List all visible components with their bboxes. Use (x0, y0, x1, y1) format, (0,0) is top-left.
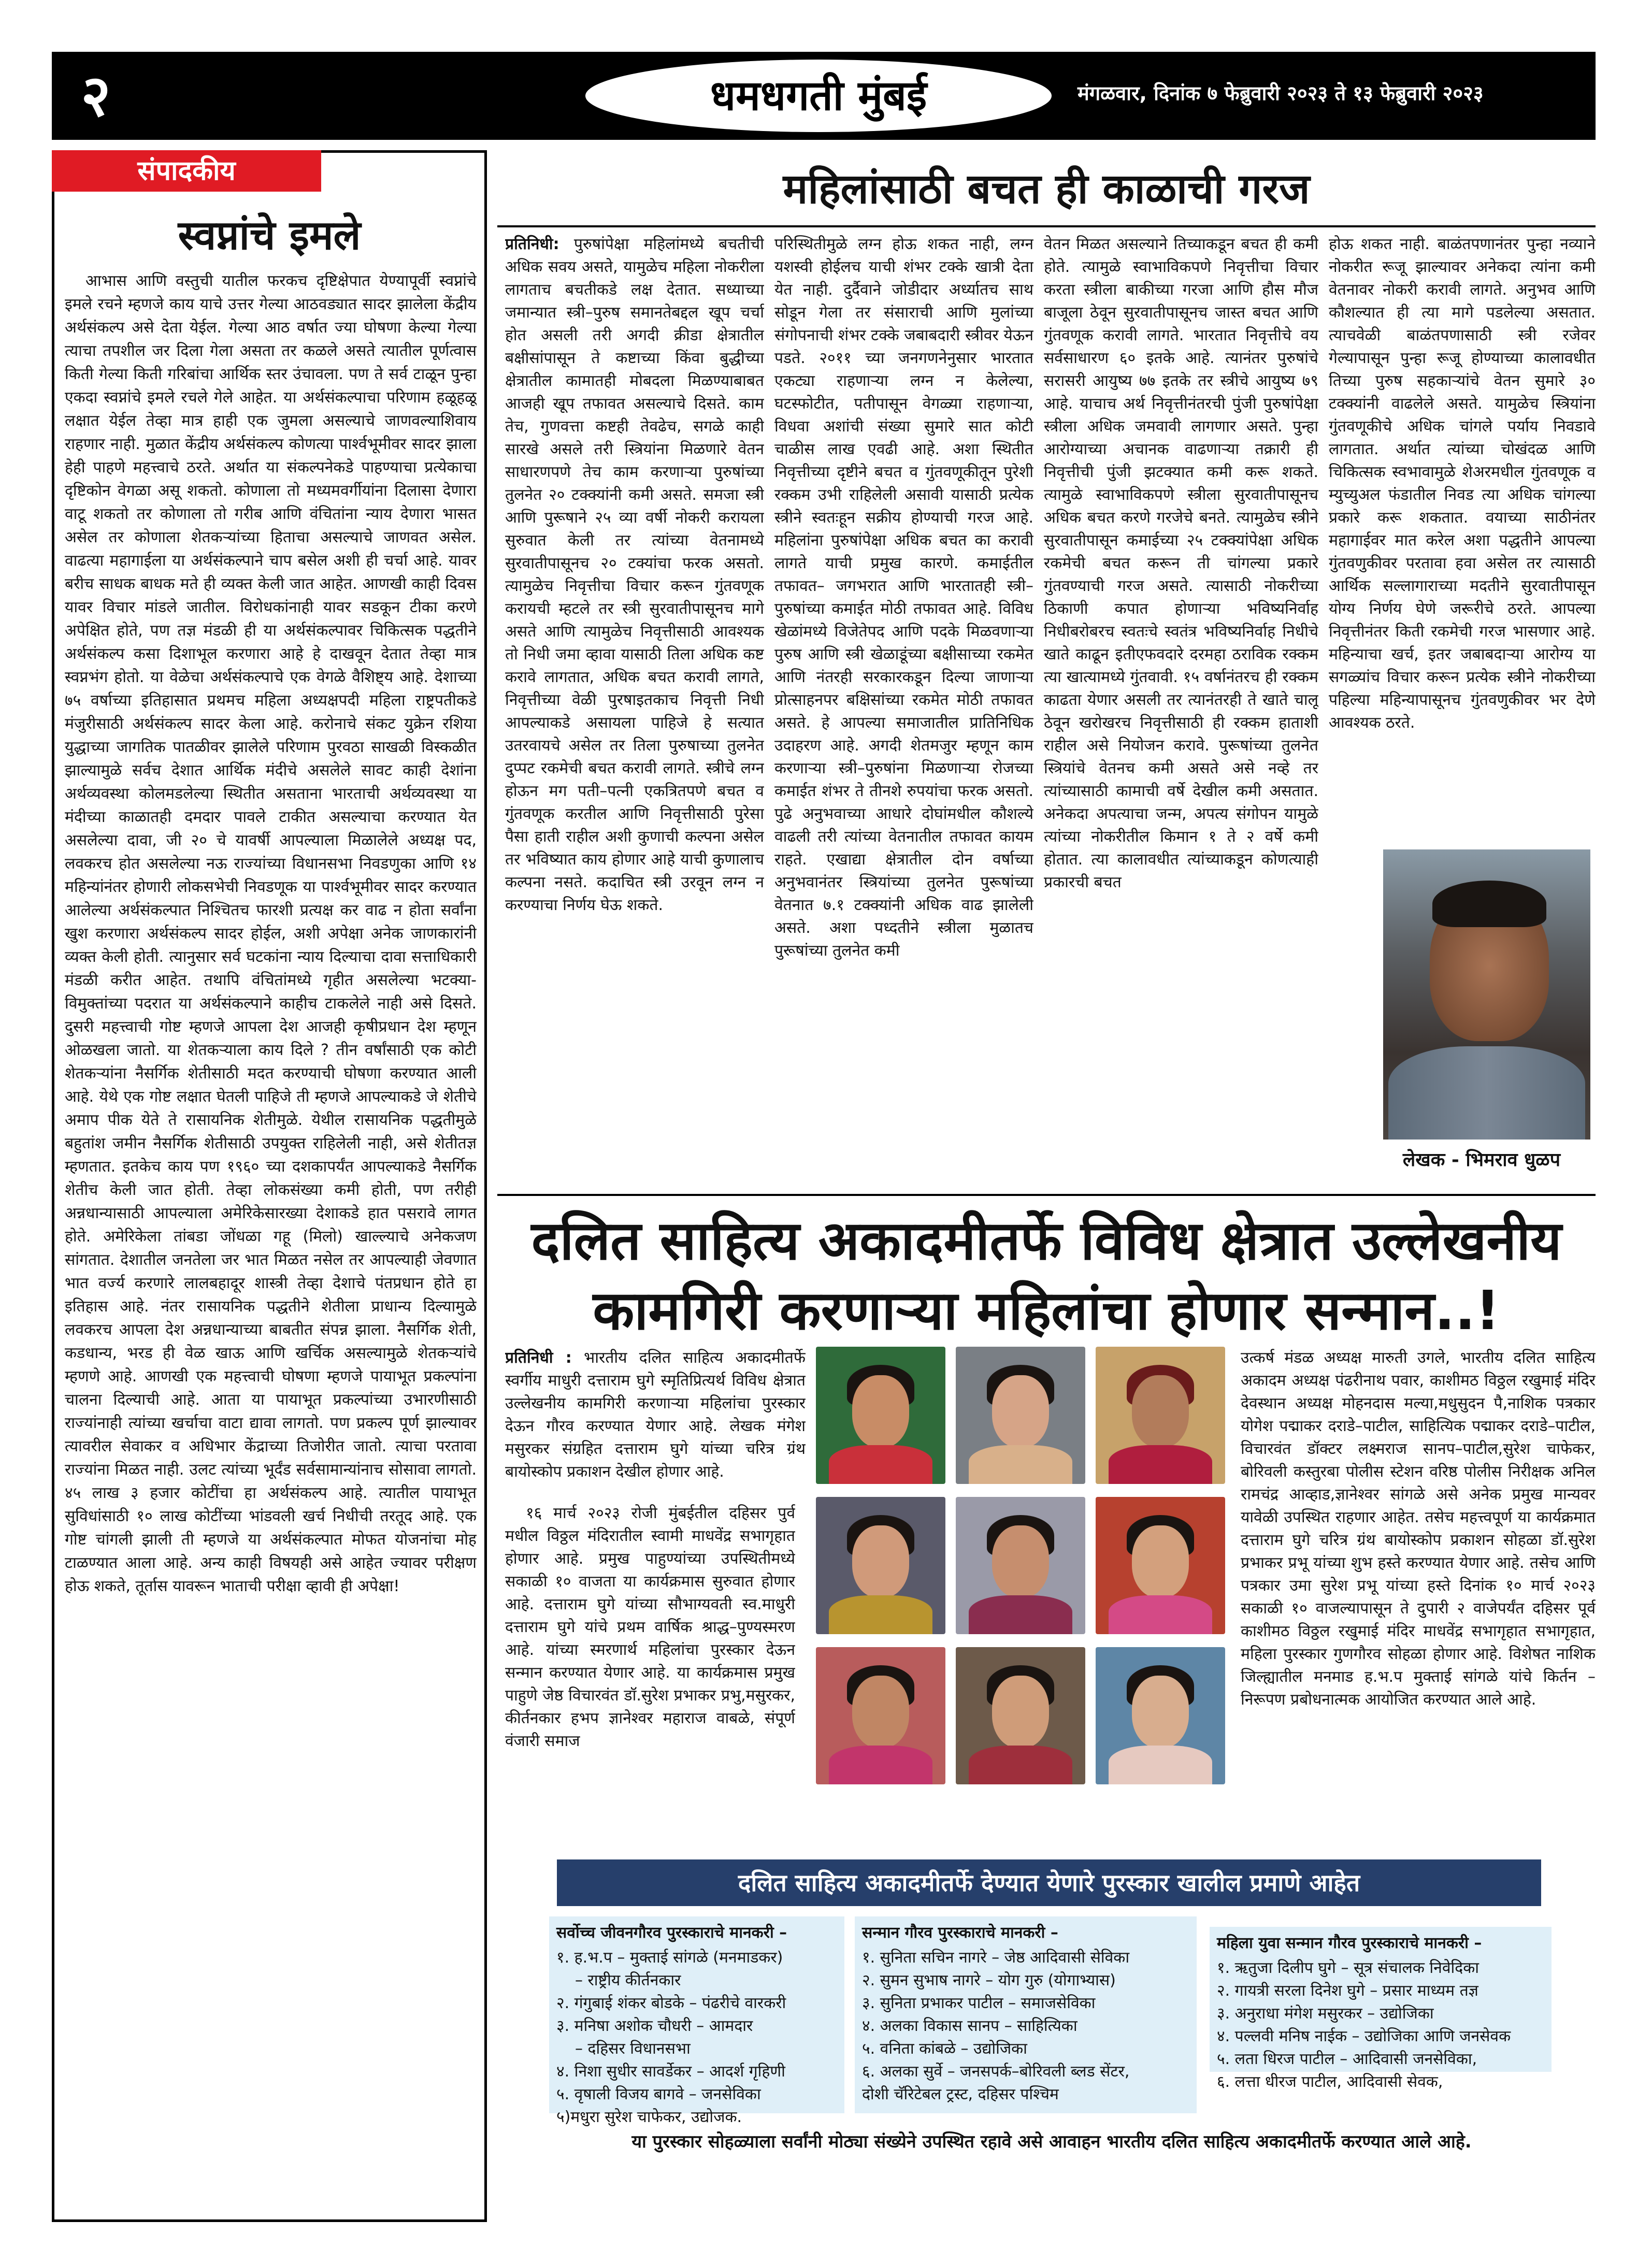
awards-youth-list (1210, 1927, 1552, 2091)
award-item: ५. वृषाली विजय बागवे – जनसेविका (556, 2085, 761, 2103)
honoree-photo (1096, 1347, 1225, 1484)
awards-heading: दलित साहित्य अकादमीतर्फे देण्यात येणारे पुरस्कार खालील प्रमाणे आहेत (557, 1859, 1541, 1906)
awards-appeal: या पुरस्कार सोहळ्याला सर्वांनी मोठ्या संख्येने उपस्थित रहावे असे आवाहन भारतीय दलित साहित्य अकादमीतर्फे करण्यात आले आहे. (631, 2131, 1472, 2152)
award-item: १. सुनिता सचिन नागरे – जेष्ठ आदिवासी सेविका (862, 1949, 1130, 1967)
headline-rule (497, 225, 1596, 227)
awards-list-title: सर्वोच्च जीवनगौरव पुरस्काराचे मानकरी – (556, 1924, 787, 1942)
article2-column-3: उत्कर्ष मंडळ अध्यक्ष मारुती उगले, भारतीय दलित साहित्य अकादम अध्यक्ष पंढरीनाथ पवार, काशीमठ विठ्ठल रखुमाई मंदिर देवस्थान अध्यक्ष मोहनदास मल्या,मधुसुदन पै,नाशिक पत्रकार योगेश पद्माकर दराडे–पाटील, साहित्यिक पद्माकर दराडे–पाटील, विचारवंत डॉक्टर लक्ष्मराज सानप–पाटील,सुरेश चाफेकर, बोरिवली कस्तुरबा पोलीस स्टेशन वरिष्ठ पोलीस निरीक्षक अनिल रामचंद्र आव्हाड,ज्ञानेश्वर सांगळे असे अनेक प्रमुख मान्यवर यावेळी उपस्थित राहणार आहेत. तसेच महत्त्वपूर्ण या कार्यक्रमात दत्ताराम घुगे चरित्र ग्रंथ बायोस्कोप प्रकाशन सोहळा डॉ.सुरेश प्रभाकर प्रभू यांच्या शुभ हस्ते करण्यात येणार आहे. तसेच आणि पत्रकार उमा सुरेश प्रभू यांच्या हस्ते दिनांक १० मार्च २०२३ सकाळी १० वाजल्यापासून ते दुपारी २ वाजेपर्यंत दहिसर पूर्व काशीमठ विठ्ठल रखुमाई मंदिर माधवेंद्र सभागृहात सभागृहात, महिला पुरस्कार गुणगौरव सोहळा होणार आहे. विशेषत नाशिक जिल्ह्यातील मनमाड ह.भ.प मुक्ताई सांगळे यांचे किर्तन – निरूपण प्रबोधनात्मक आयोजित करण्यात आले आहे. (1241, 1349, 1596, 1709)
article1-column-1 (505, 233, 764, 1196)
awards-list-title: सन्मान गौरव पुरस्काराचे मानकरी – (862, 1924, 1058, 1942)
award-item: २. गायत्री सरला दिनेश घुगे – प्रसार माध्यम तज्ञ (1217, 1982, 1478, 2000)
awards-lifetime-list (549, 1916, 844, 2126)
article2-headline-line1: दलित साहित्य अकादमीतर्फे विविध क्षेत्रात उल्लेखनीय (531, 1209, 1562, 1272)
award-item: २. गंगुबाई शंकर बोडके – पंढरीचे वारकरी (556, 1994, 786, 2012)
masthead-logo: धमधगती मुंबई (710, 71, 927, 120)
honoree-photo (956, 1497, 1085, 1634)
editorial-body: आभास आणि वस्तुची यातील फरकच दृष्टिक्षेपात येण्यापूर्वी स्वप्नांचे इमले रचने म्हणजे काय याचे उत्तर गेल्या आठवड्यात सादर झालेला केंद्रीय अर्थसंकल्प असे देता येईल. गेल्या आठ वर्षात ज्या घोषणा केल्या गेल्या त्याचा तपशील जर दिला गेला असता तर कळले असते त्यातील पूर्णत्वास किती गेल्या किती गरिबांचा आर्थिक स्तर उंचावला. पण ते सर्व टाळून पुन्हा एकदा स्वप्नांचे इमले रचले गेले आहेत. या अर्थसंकल्पाचा परिणाम हळूहळू लक्षात येईल तेव्हा मात्र हाही एक जुमला असल्याचे जाणवल्याशिवाय राहणार नाही. मुळात केंद्रीय अर्थसंकल्प कोणत्या पार्श्वभूमीवर सादर झाला हेही पाहणे महत्त्वाचे ठरते. अर्थात या संकल्पनेकडे पाहण्याचा प्रत्येकाचा दृष्टिकोन वेगळा असू शकतो. कोणाला तो मध्यमवर्गीयांना दिलासा देणारा वाटू शकतो तर कोणाला तो गरीब आणि वंचितांना न्याय देणारा भासत असेल तर कोणाला शेतकऱ्यांच्या हिताचा असल्याचे जाणवत असेल. वाढत्या महागाईला या अर्थसंकल्पाने चाप बसेल अशी ही चर्चा आहे. यावर बरीच साधक बाधक मते ही व्यक्त केली जात आहेत. आणखी काही दिवस यावर विचार मांडले जातील. विरोधकांनाही यावर सडकून टीका करणे अपेक्षित होते, पण तज्ञ मंडळी ही या अर्थसंकल्पावर चिकित्सक पद्धतीने अर्थसंकल्प कसा दिशाभूल करणारा आहे हे दाखवून देतात तेव्हा मात्र स्वप्नभंग होतो. या वेळेचा अर्थसंकल्पाचे एक वेगळे वैशिष्ट्य आहे. देशाच्या ७५ वर्षाच्या इतिहासात प्रथमच महिला अध्यक्षपदी महिला राष्ट्रपतीकडे मंजुरीसाठी अर्थसंकल्प सादर केला आहे. करोनाचे संकट युक्रेन रशिया युद्धाच्या जागतिक पातळीवर झालेले परिणाम पुरवठा साखळी विस्कळीत झाल्यामुळे सर्वच देशात आर्थिक मंदीचे असलेले सावट काही देशांना अर्थव्यवस्था कोलमडलेल्या स्थितीत असताना भारताची अर्थव्यवस्था या मंदीच्या काळातही दमदार पावले टाकीत असल्याचा करण्यात येत असलेल्या दावा, जी २० चे यावर्षी आपल्याला मिळालेले अध्यक्ष पद, लवकरच होत असलेल्या नऊ राज्यांच्या विधानसभा निवडणुका आणि १४ महिन्यांनंतर होणारी लोकसभेची निवडणूक या पार्श्वभूमीवर सादर करण्यात आलेल्या अर्थसंकल्पात निश्चितच फारशी प्रत्यक्ष कर वाढ न होता सर्वांना खुश करणारा अर्थसंकल्प सादर होईल, अशी अपेक्षा अनेक जाणकारांनी व्यक्त केली होती. त्यानुसार सर्व घटकांना न्याय दिल्याचा दावा सत्ताधिकारी मंडळी करीत आहेत. तथापि वंचितांमध्ये गृहीत असलेल्या भटक्या- विमुक्तांच्या पदरात या अर्थसंकल्पाने काहीच टाकलेले नाही असे दिसते. दुसरी महत्त्वाची गोष्ट म्हणजे आपला देश आजही कृषीप्रधान देश म्हणून ओळखला जातो. या शेतकऱ्याला काय दिले ? तीन वर्षांसाठी एक कोटी शेतकऱ्यांना नैसर्गिक शेतीसाठी मदत करण्याची घोषणा करण्यात आली आहे. येथे एक गोष्ट लक्षात घेतली पाहिजे ती म्हणजे आपल्याकडे जे शेतीचे अमाप पीक येते ते रासायनिक शेतीमुळे. येथील रासायनिक पद्धतीमुळे बहुतांश जमीन नैसर्गिक शेतीसाठी उपयुक्त राहिलेली नाही, असे शेतीतज्ञ म्हणतात. इतकेच काय पण १९६० च्या दशकापर्यंत आपल्याकडे नैसर्गिक शेतीच केली जात होती. तेव्हा लोकसंख्या कमी होती, पण तरीही अन्नधान्यासाठी आपल्याला अमेरिकेसारख्या देशाकडे हात पसरावे लागत होते. अमेरिकेला तांबडा जोंधळा गहू (मिलो) खाल्ल्याचे अनेकजण सांगतात. देशातील जनतेला जर भात मिळत नसेल तर आपल्याही जेवणात भात वर्ज्य करणारे लालबहादूर शास्त्री तेव्हा देशाचे पंतप्रधान होते हा इतिहास आहे. नंतर रासायनिक पद्धतीने शेतीला प्राधान्य दिल्यामुळे लवकरच आपला देश अन्नधान्याच्या बाबतीत संपन्न झाला. नैसर्गिक शेती, कडधान्य, भरड ही वेळ खाऊ आणि खर्चिक असल्यामुळे शेतकऱ्यांचे म्हणणे आहे. आणखी एक महत्त्वाची घोषणा म्हणजे पायाभूत प्रकल्पांना चालना दिल्याची आहे. आता या पायाभूत प्रकल्पांच्या उभारणीसाठी राज्यांनाही त्यांच्या खर्चाचा वाटा द्यावा लागतो. पण प्रकल्प पूर्ण झाल्यावर त्यावरील सेवाकर व अधिभार केंद्राच्या तिजोरीत जातो. त्याचा परतावा राज्यांना मिळत नाही. उलट त्यांच्या भूर्दंड सर्वसामान्यांनाच सोसावा लागतो. ४५ लाख ३ हजार कोटींचा हा अर्थसंकल्प आहे. त्यातील पायाभूत सुविधांसाठी १० लाख कोटींच्या भांडवली खर्च निधीची तरतूद आहे. एक गोष्ट चांगली झाली ती म्हणजे या अर्थसंकल्पात मोफत योजनांचा मोह टाळण्यात आला आहे. अन्य काही विषयही असे आहेत ज्यावर परीक्षण होऊ शकते, तूर्तास यावरून भाताची परीक्षा व्हावी ही अपेक्षा! (65, 272, 477, 1595)
article1-column-4: होऊ शकत नाही. बाळंतपणानंतर पुन्हा नव्याने नोकरीत रूजू झाल्यावर अनेकदा त्यांना कमी वेतनावर नोकरी करावी लागते. अनुभव आणि कौशल्यात ही त्या मागे पडलेल्या असतात. त्याचवेळी बाळंतपणासाठी स्त्री रजेवर गेल्यापासून पुन्हा रूजू होण्याच्या कालावधीत तिच्या पुरुष सहकाऱ्यांचे वेतन सुमारे ३० टक्क्यांनी वाढलेले असते. यामुळेच स्त्रियांना गुंतवणूकीचे अधिक चांगले पर्याय निवडावे लागतात. अर्थात त्यांच्या चोखंदळ आणि चिकित्सक स्वभावामुळे शेअरमधील गुंतवणूक व म्युच्युअल फंडातील निवड त्या अधिक चांगल्या प्रकारे करू शकतात. वयाच्या साठीनंतर महागाईवर मात करेल अशा पद्धतीने आपल्या गुंतवणुकीवर परतावा हवा असेल तर त्यासाठी आर्थिक सल्लागाराच्या मदतीने सुरवातीपासून योग्य निर्णय घेणे जरूरीचे ठरते. आपल्या निवृत्तीनंतर किती रकमेची गरज भासणार आहे. महिन्याचा खर्च, इतर जबाबदाऱ्या आरोग्य या सगळ्यांच विचार करून प्रत्येक स्त्रीने नोकरीच्या पहिल्या महिन्यापासूनच गुंतवणुकीवर भर देणे आवश्यक ठरते. (1329, 235, 1596, 732)
award-item: ५)मधुरा सुरेश चाफेकर, उद्योजक. (556, 2108, 742, 2126)
award-item: ३. अनुराधा मंगेश मसुरकर – उद्योजिका (1217, 2005, 1434, 2023)
awards-list-title: महिला युवा सन्मान गौरव पुरस्काराचे मानकरी – (1217, 1934, 1482, 1952)
article1-headline: महिलांसाठी बचत ही काळाची गरज (783, 165, 1310, 213)
award-item: ३. मनिषा अशोक चौधरी – आमदार (556, 2017, 753, 2035)
award-item: ६. लत्ता धीरज पाटील, आदिवासी सेवक, (1217, 2073, 1443, 2091)
honoree-photo-grid (816, 1347, 1230, 1787)
author-photo-hair (1432, 881, 1546, 927)
article1-column-3: वेतन मिळत असल्याने तिच्याकडून बचत ही कमी होते. त्यामुळे स्वाभाविकपणे निवृत्तीचा विचार करता स्त्रीला बाकीच्या गरजा आणि हौस मौज बाजूला ठेवून सुरवातीपासूनच जास्त बचत आणि गुंतवणूक करावी लागते. भारतात निवृत्तीचे वय सर्वसाधारण ६० इतके आहे. त्यानंतर पुरुषांचे सरासरी आयुष्य ७७ इतके तर स्त्रीचे आयुष्य ७९ आहे. याचाच अर्थ निवृत्तीनंतरची पुंजी पुरुषांपेक्षा स्त्रीला अधिक जमवावी लागणार असते. पुन्हा आरोग्याच्या अचानक वाढणाऱ्या तक्रारी ही निवृत्तीची पुंजी झटक्यात कमी करू शकते. त्यामुळे स्वाभाविकपणे स्त्रीला सुरवातीपासूनच अधिक बचत करणे गरजेचे बनते. त्यामुळेच स्त्रीने सुरवातीपासून कमाईच्या २५ टक्क्यांपेक्षा अधिक रकमेची बचत करून ती चांगल्या प्रकारे गुंतवण्याची गरज असते. त्यासाठी नोकरीच्या ठिकाणी कपात होणाऱ्या भविष्यनिर्वाह निधीबरोबरच स्वतःचे स्वतंत्र भविष्यनिर्वाह निधीचे खाते काढून इतीएफवदारे दरमहा ठराविक रक्कम त्या खात्यामध्ये गुंतवावी. १५ वर्षानंतरच ही रक्कम काढता येणार असली तर त्यानंतरही ते खाते चालू ठेवून खरोखरच निवृत्तीसाठी ही रक्कम हाताशी राहील असे नियोजन करावे. पुरूषांच्या तुलनेत स्त्रियांचे वेतनच कमी असते असे नव्हे तर त्यांच्यासाठी कामाची वर्षे देखील कमी असतात. अनेकदा अपत्याचा जन्म, अपत्य संगोपन यामुळे त्यांच्या नोकरीतील किमान १ ते २ वर्षे कमी होतात. त्या कालावधीत त्यांच्याकडून कोणत्याही प्रकारची बचत (1044, 235, 1318, 891)
honoree-photo (816, 1497, 945, 1634)
award-item: ४. निशा सुधीर सावर्डेकर – आदर्श गृहिणी (556, 2063, 785, 2081)
article1-byline: प्रतिनिधी: (505, 235, 559, 253)
award-item: १. ह.भ.प – मुक्ताई सांगळे (मनमाडकर) (556, 1949, 783, 1967)
article1-column-2: परिस्थितीमुळे लग्न होऊ शकत नाही, लग्न यशस्वी होईलच याची शंभर टक्के खात्री देता येत नाही. दुर्दैवाने जोडीदार अर्ध्यातच साथ सोडून गेला तर संसाराची आणि मुलांच्या संगोपनाची शंभर टक्के जबाबदारी स्त्रीवर येऊन पडते. २०११ च्या जनगणनेनुसार भारतात एकट्या राहणाऱ्या लग्न न केलेल्या, घटस्फोटीत, पतीपासून वेगळ्या राहणाऱ्या, विधवा अशांची संख्या सुमारे सात कोटी चाळीस लाख एवढी आहे. अशा स्थितीत निवृत्तीच्या दृष्टीने बचत व गुंतवणूकीतून पुरेशी रक्कम उभी राहिलेली असावी यासाठी प्रत्येक स्त्रीने स्वतःहून सक्रीय होण्याची गरज आहे. महिलांना पुरुषांपेक्षा अधिक बचत का करावी लागते याची प्रमुख कारणे. कमाईतील तफावत– जगभरात आणि भारतातही स्त्री–पुरुषांच्या कमाईत मोठी तफावत आहे. विविध खेळांमध्ये विजेतेपद आणि पदके मिळवणाऱ्या पुरुष आणि स्त्री खेळाडूंच्या बक्षीसाच्या रकमेत आणि नंतरही सरकारकडून दिल्या जाणाऱ्या प्रोत्साहनपर बक्षिसांच्या रकमेत मोठी तफावत असते. हे आपल्या समाजातील प्रातिनिधिक उदाहरण आहे. अगदी शेतमजुर म्हणून काम करणाऱ्या स्त्री–पुरुषांना मिळणाऱ्या रोजच्या कमाईत शंभर ते तीनशे रुपयांचा फरक असतो. पुढे अनुभवाच्या आधारे दोघांमधील कौशल्ये वाढली तरी त्यांच्या वेतनातील तफावत कायम राहते. एखाद्या क्षेत्रातील दोन वर्षाच्या अनुभवानंतर स्त्रियांच्या तुलनेत पुरूषांच्या वेतनात ७.१ टक्क्यांनी अधिक वाढ झालेली असते. अशा पध्दतीने स्त्रीला मुळातच पुरूषांच्या तुलनेत कमी (774, 235, 1033, 960)
article2-headline-line2: कामगिरी करणाऱ्या महिलांचा होणार सन्मान..! (593, 1279, 1500, 1342)
honoree-photo (1096, 1647, 1225, 1784)
honoree-photo (956, 1647, 1085, 1784)
honoree-photo (956, 1347, 1085, 1484)
award-item: ५. वनिता कांबळे – उद्योजिका (862, 2040, 1027, 2058)
page-number: २ (81, 63, 111, 129)
award-item: – राष्ट्रीय कीर्तनकार (575, 1971, 681, 1989)
award-item: ६. अलका सुर्वे – जनसपर्क–बोरिवली ब्लड सेंटर, (862, 2063, 1130, 2081)
article2-col1-text: भारतीय दलित साहित्य अकादमीतर्फे स्वर्गीय माधुरी दत्ताराम घुगे स्मृतिप्रित्यर्थ विविध क्षेत्रात उल्लेखनीय कामगिरी करणाऱ्या महिलांचा पुरस्कार देऊन गौरव करण्यात येणार आहे. लेखक मंगेश मसुरकर संग्रहित दत्ताराम घुगे यांच्या चरित्र ग्रंथ बायोस्कोप प्रकाशन देखील होणार आहे. (505, 1349, 806, 1481)
honoree-photo (816, 1347, 945, 1484)
article2-byline: प्रतिनिधी : (505, 1349, 572, 1367)
honoree-photo (816, 1647, 945, 1784)
editorial-title: स्वप्नांचे इमले (178, 212, 361, 259)
article2-column-1b: १६ मार्च २०२३ रोजी मुंबईतील दहिसर पुर्व मधील विठ्ठल मंदिरातील स्वामी माधवेंद्र सभागृहात होणार आहे. प्रमुख पाहुण्यांच्या उपस्थितीमध्ये सकाळी १० वाजता या कार्यक्रमास सुरुवात होणार आहे. दत्ताराम घुगे यांच्या सौभाग्यवती स्व.माधुरी दत्ताराम घुगे यांचे प्रथम वार्षिक श्राद्ध–पुण्यस्मरण आहे. यांच्या स्मरणार्थ महिलांचा पुरस्कार देऊन सन्मान करण्यात येणार आहे. या कार्यक्रमास प्रमुख पाहुणे जेष्ठ विचारवंत डॉ.सुरेश प्रभाकर प्रभु,मसुरकर, कीर्तनकार हभप ज्ञानेश्वर महाराज वाबळे, संपूर्ण वंजारी समाज (505, 1504, 795, 1750)
award-item: – दहिसर विधानसभा (575, 2040, 691, 2058)
award-item: १. ऋतुजा दिलीप घुगे – सूत्र संचालक निवेदिका (1217, 1959, 1479, 1977)
author-photo-shirt (1388, 1046, 1585, 1140)
award-item: ३. सुनिता प्रभाकर पाटील – समाजसेविका (862, 1994, 1096, 2012)
award-item: २. सुमन सुभाष नागरे – योग गुरु (योगाभ्यास) (862, 1971, 1116, 1989)
dateline: मंगळवार, दिनांक ७ फेब्रुवारी २०२३ ते १३ फेब्रुवारी २०२३ (1078, 82, 1484, 105)
editorial-tag: संपादकीय (52, 150, 321, 192)
author-credit: लेखक - भिमराव धुळप (1402, 1149, 1561, 1171)
article2-column-1 (505, 1347, 806, 1502)
award-item: ५. लता धिरज पाटील – आदिवासी जनसेविका, (1217, 2050, 1477, 2068)
article1-col1-text: पुरुषांपेक्षा महिलांमध्ये बचतीची अधिक सवय असते, यामुळेच महिला नोकरीला लागताच बचतीकडे लक्ष देतात. सध्याच्या जमान्यात स्त्री–पुरुष समानतेबद्दल खूप चर्चा होत असली तरी अगदी क्रीडा क्षेत्रातील बक्षीसांपासून ते कष्टाच्या किंवा बुद्धीच्या क्षेत्रातील कामातही मोबदला मिळण्याबाबत आजही खूप तफावत असल्याचे दिसते. काम तेच, गुणवत्ता कष्टही तेवढेच, सगळे काही सारखे असले तरी स्त्रियांना मिळणारे वेतन साधारणपणे तेच काम करणाऱ्या पुरुषांच्या तुलनेत २० टक्क्यांनी कमी असते. समजा स्त्री आणि पुरूषाने २५ व्या वर्षी नोकरी करायला सुरुवात केली तर त्यांच्या वेतनामध्ये सुरवातीपासूनच २० टक्यांचा फरक असतो. त्यामुळेच निवृत्तीचा विचार करून गुंतवणूक करायची म्हटले तर स्त्री सुरवातीपासूनच मागे असते आणि त्यामुळेच निवृत्तीसाठी आवश्यक तो निधी जमा व्हावा यासाठी तिला अधिक कष्ट करावे लागतात, अधिक बचत करावी लागते, निवृत्तीच्या वेळी पुरषाइतकाच निवृत्ती निधी आपल्याकडे असायला पाहिजे हे सत्यात उतरवायचे असेल तर तिला पुरुषाच्या तुलनेत दुप्पट रकमेची बचत करावी लागते. स्त्रीचे लग्न होऊन मग पती–पत्नी एकत्रितपणे बचत व गुंतवणूक करतील आणि निवृत्तीसाठी पुरेसा पैसा हाती राहील अशी कुणाची कल्पना असेल तर भविष्यात काय होणार आहे याची कुणालाच कल्पना नसते. कदाचित स्त्री उरवून लग्न न करण्याचा निर्णय घेऊ शकते. (505, 235, 764, 914)
article-divider (497, 1194, 1596, 1196)
honoree-photo (1096, 1497, 1225, 1634)
award-item: ४. अलका विकास सानप – साहित्यिका (862, 2017, 1078, 2035)
award-item: दोशी चॅरिटेबल ट्रस्ट, दहिसर पश्चिम (862, 2085, 1059, 2103)
awards-honour-list (855, 1916, 1197, 2113)
award-item: ४. पल्लवी मनिष नाईक – उद्योजिका आणि जनसेवक (1217, 2027, 1511, 2045)
